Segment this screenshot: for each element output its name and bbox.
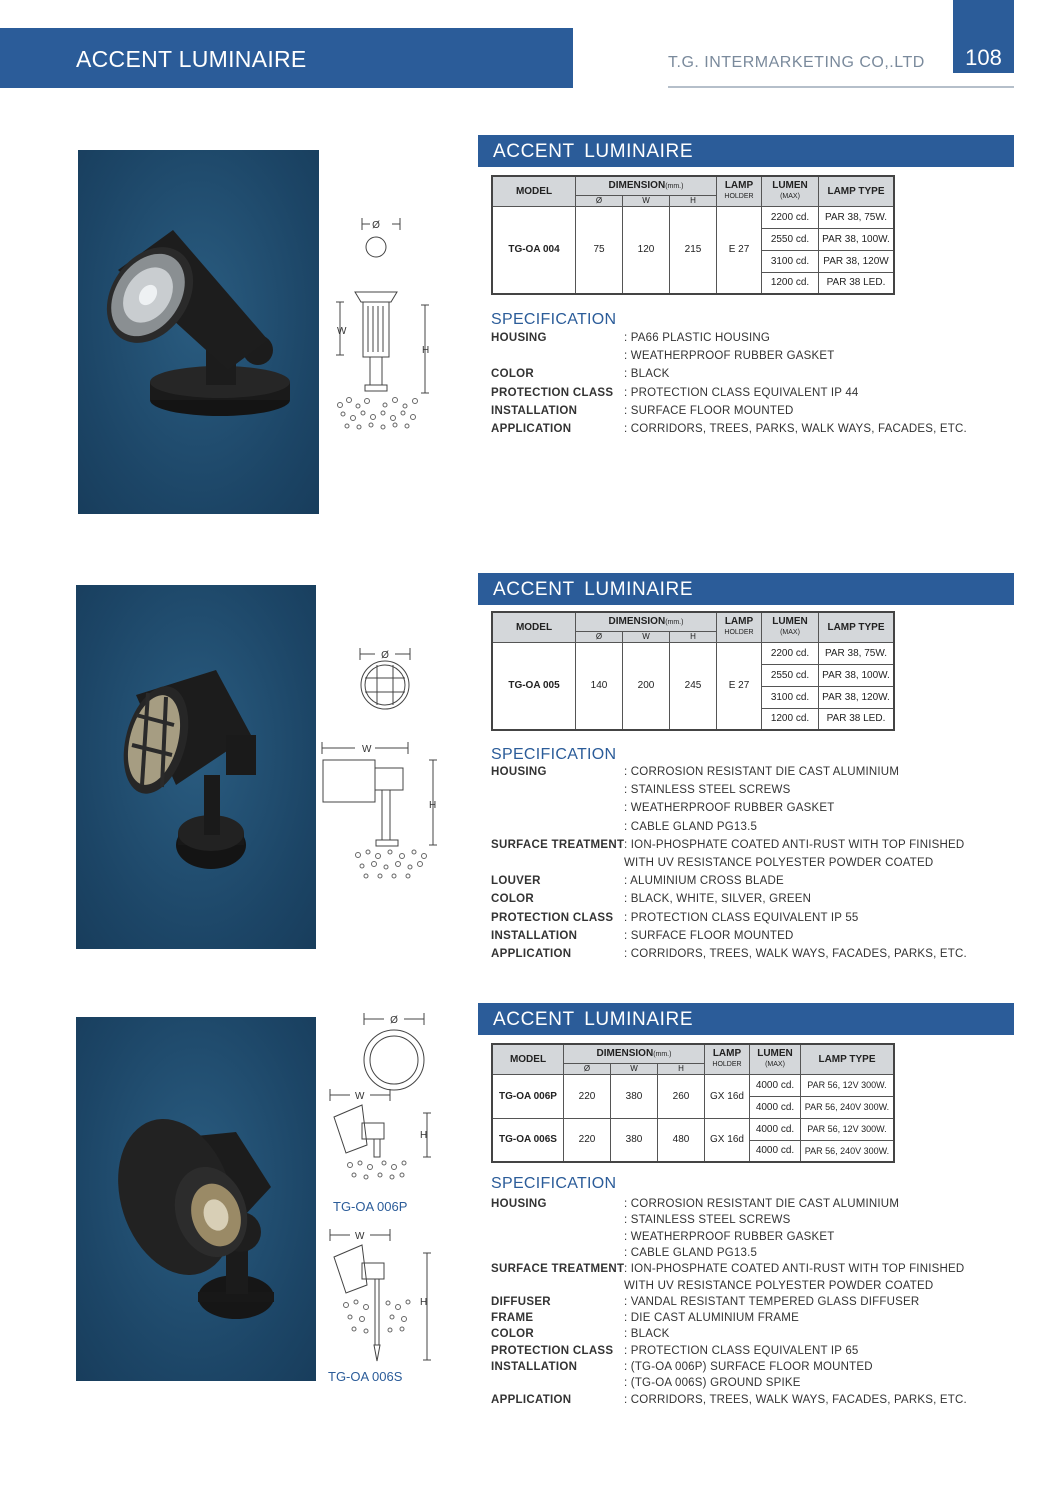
page-title: ACCENT LUMINAIRE (76, 46, 307, 72)
h-label: H (420, 1297, 428, 1308)
spec-value: : CORRIDORS, TREES, PARKS, WALK WAYS, FACADES, ETC. (624, 423, 967, 435)
lamp-type-cell: PAR 38, 75W. (819, 642, 895, 664)
col-lamp-holder: LAMP HOLDER (717, 612, 762, 642)
col-model: MODEL (492, 1044, 564, 1074)
lamp-type-cell: PAR 38, 75W. (819, 206, 895, 228)
holder-cell: GX 16d (705, 1118, 750, 1162)
specification-title: SPECIFICATION (491, 746, 617, 763)
section-header (478, 1003, 1014, 1035)
spec-value: : SURFACE FLOOR MOUNTED (624, 404, 794, 417)
spec-label: DIFFUSER (491, 1295, 551, 1308)
col-model: MODEL (492, 176, 576, 206)
col-dia: Ø (576, 631, 623, 642)
holder-cell: E 27 (717, 642, 762, 730)
w-label: W (355, 1231, 365, 1242)
h-cell: 480 (658, 1118, 705, 1162)
spec-label: COLOR (491, 368, 535, 381)
spec-label: HOUSING (491, 332, 547, 344)
section-title: ACCENT LUMINAIRE (493, 141, 694, 162)
spec-value: : WEATHERPROOF RUBBER GASKET (624, 802, 835, 815)
page-number: 108 (965, 45, 1002, 70)
dia-label: Ø (372, 220, 380, 231)
col-dimension: DIMENSION(mm.) (576, 612, 717, 631)
holder-cell: GX 16d (705, 1074, 750, 1118)
lamp-type-cell: PAR 56, 12V 300W. (801, 1074, 895, 1096)
title-banner (0, 28, 573, 88)
spec-value: : CORROSION RESISTANT DIE CAST ALUMINIUM (624, 766, 900, 778)
product-photo-tg-oa-005 (76, 585, 316, 949)
col-dimension: DIMENSION(mm.) (576, 176, 717, 195)
col-dimension: DIMENSION(mm.) (564, 1044, 705, 1063)
spec-value: : CABLE GLAND PG13.5 (624, 820, 758, 833)
h-cell: 215 (670, 206, 717, 294)
col-h: H (670, 195, 717, 206)
lumen-cell: 3100 cd. (762, 250, 819, 272)
dia-label: Ø (381, 650, 389, 661)
h-label: H (420, 1130, 428, 1141)
spotlight-image (76, 1017, 316, 1381)
w-cell: 380 (611, 1074, 658, 1118)
lumen-cell: 3100 cd. (762, 686, 819, 708)
spec-value: WITH UV RESISTANCE POLYESTER POWDER COATED (624, 1279, 934, 1292)
spec-value: : CORRIDORS, TREES, WALK WAYS, FACADES, PARKS, ETC. (624, 948, 967, 960)
col-lumen: LUMEN (MAX) (750, 1044, 801, 1074)
holder-cell: E 27 (717, 206, 762, 294)
lumen-cell: 2200 cd. (762, 206, 819, 228)
spec-label: APPLICATION (491, 423, 572, 435)
spec-value: : WEATHERPROOF RUBBER GASKET (624, 350, 835, 363)
specification-title: SPECIFICATION (491, 1175, 617, 1192)
spec-label: PROTECTION CLASS (491, 911, 614, 924)
col-lumen: LUMEN (MAX) (762, 176, 819, 206)
spec-label: INSTALLATION (491, 1361, 578, 1373)
spec-label: HOUSING (491, 1198, 547, 1210)
spec-value: : PROTECTION CLASS EQUIVALENT IP 44 (624, 386, 859, 399)
spotlight-image (78, 150, 319, 514)
dia-cell: 75 (576, 206, 623, 294)
spec-label: APPLICATION (491, 1393, 572, 1406)
spec-value: : BLACK (624, 368, 670, 381)
w-cell: 120 (623, 206, 670, 294)
specification-title: SPECIFICATION (491, 311, 617, 328)
spotlight-image (76, 585, 316, 949)
col-lamp-type: LAMP TYPE (819, 176, 895, 206)
dimension-diagram-tg-oa-005 (320, 640, 445, 890)
lumen-cell: 2200 cd. (762, 642, 819, 664)
model-cell: TG-OA 004 (492, 206, 576, 294)
spec-value: : CABLE GLAND PG13.5 (624, 1246, 758, 1259)
company-name: T.G. INTERMARKETING CO,.LTD (668, 54, 925, 71)
product-photo-tg-oa-006 (76, 1017, 316, 1381)
dia-cell: 220 (564, 1118, 611, 1162)
spec-value: WITH UV RESISTANCE POLYESTER POWDER COATED (624, 857, 934, 869)
section-header (478, 135, 1014, 167)
spec-value: : (TG-OA 006P) SURFACE FLOOR MOUNTED (624, 1361, 873, 1373)
dimension-diagram-tg-oa-004 (325, 210, 445, 440)
spec-label: INSTALLATION (491, 929, 578, 942)
lumen-cell: 4000 cd. (750, 1074, 801, 1096)
spec-value: : VANDAL RESISTANT TEMPERED GLASS DIFFUSER (624, 1295, 920, 1308)
spec-value: : STAINLESS STEEL SCREWS (624, 1214, 791, 1227)
lamp-type-cell: PAR 38, 120W (819, 250, 895, 272)
col-h: H (658, 1063, 705, 1074)
section-title: ACCENT LUMINAIRE (493, 1009, 694, 1030)
col-w: W (611, 1063, 658, 1074)
w-label: W (362, 744, 372, 755)
diagram-caption-006s: TG-OA 006S (328, 1369, 403, 1384)
w-cell: 380 (611, 1118, 658, 1162)
lamp-type-cell: PAR 38, 100W. (819, 664, 895, 686)
col-lamp-type: LAMP TYPE (819, 612, 895, 642)
diagram-caption-006p: TG-OA 006P (333, 1199, 408, 1214)
spec-value: : STAINLESS STEEL SCREWS (624, 784, 791, 797)
spec-value: : (TG-OA 006S) GROUND SPIKE (624, 1377, 801, 1390)
col-lamp-type: LAMP TYPE (801, 1044, 895, 1074)
spec-value: : PROTECTION CLASS EQUIVALENT IP 55 (624, 911, 859, 924)
lumen-cell: 2550 cd. (762, 228, 819, 250)
spec-table-tg-oa-004 (491, 175, 895, 295)
col-lumen: LUMEN (MAX) (762, 612, 819, 642)
col-w: W (623, 195, 670, 206)
lamp-type-cell: PAR 38, 120W. (819, 686, 895, 708)
col-dia: Ø (576, 195, 623, 206)
spec-label: PROTECTION CLASS (491, 386, 614, 399)
spec-label: COLOR (491, 1328, 535, 1341)
spec-label: PROTECTION CLASS (491, 1344, 614, 1357)
w-label: W (337, 326, 347, 337)
lamp-type-cell: PAR 56, 240V 300W. (801, 1096, 895, 1118)
lumen-cell: 1200 cd. (762, 708, 819, 730)
h-cell: 245 (670, 642, 717, 730)
spec-label: LOUVER (491, 875, 541, 888)
spec-table-tg-oa-005 (491, 611, 895, 731)
col-lamp-holder: LAMP HOLDER (717, 176, 762, 206)
spec-value: : CORRIDORS, TREES, WALK WAYS, FACADES, PARKS, ETC. (624, 1393, 967, 1406)
h-label: H (422, 345, 430, 356)
lamp-type-cell: PAR 38 LED. (819, 272, 895, 294)
spec-value: : BLACK (624, 1328, 670, 1341)
h-cell: 260 (658, 1074, 705, 1118)
dia-label: Ø (390, 1015, 398, 1026)
model-cell: TG-OA 006P (492, 1074, 564, 1118)
section-title: ACCENT LUMINAIRE (493, 579, 694, 600)
spec-value: : ION-PHOSPHATE COATED ANTI-RUST WITH TOP FINISHED (624, 1263, 965, 1276)
spec-label: HOUSING (491, 766, 547, 778)
spec-value: : PROTECTION CLASS EQUIVALENT IP 65 (624, 1344, 859, 1357)
col-dia: Ø (564, 1063, 611, 1074)
model-cell: TG-OA 006S (492, 1118, 564, 1162)
dimension-diagram-tg-oa-006 (322, 1005, 447, 1390)
lamp-type-cell: PAR 56, 240V 300W. (801, 1140, 895, 1162)
dia-cell: 140 (576, 642, 623, 730)
section-header (478, 573, 1014, 605)
w-label: W (355, 1091, 365, 1102)
lamp-type-cell: PAR 56, 12V 300W. (801, 1118, 895, 1140)
model-cell: TG-OA 005 (492, 642, 576, 730)
spec-value: : PA66 PLASTIC HOUSING (624, 332, 771, 344)
spec-label: COLOR (491, 893, 535, 906)
lumen-cell: 2550 cd. (762, 664, 819, 686)
h-label: H (429, 800, 437, 811)
w-cell: 200 (623, 642, 670, 730)
spec-value: : ALUMINIUM CROSS BLADE (624, 875, 784, 888)
spec-value: : BLACK, WHITE, SILVER, GREEN (624, 893, 812, 906)
lumen-cell: 1200 cd. (762, 272, 819, 294)
col-lamp-holder: LAMP HOLDER (705, 1044, 750, 1074)
product-photo-tg-oa-004 (78, 150, 319, 514)
spec-value: : DIE CAST ALUMINIUM FRAME (624, 1312, 799, 1325)
lamp-type-cell: PAR 38, 100W. (819, 228, 895, 250)
spec-label: INSTALLATION (491, 404, 578, 417)
dia-cell: 220 (564, 1074, 611, 1118)
spec-table-tg-oa-006 (491, 1043, 895, 1163)
col-model: MODEL (492, 612, 576, 642)
col-h: H (670, 631, 717, 642)
page-number-tab (953, 0, 1014, 73)
spec-label: SURFACE TREATMENT (491, 838, 625, 851)
divider (668, 86, 1014, 88)
lumen-cell: 4000 cd. (750, 1118, 801, 1140)
lumen-cell: 4000 cd. (750, 1140, 801, 1162)
spec-value: : SURFACE FLOOR MOUNTED (624, 929, 794, 942)
spec-value: : CORROSION RESISTANT DIE CAST ALUMINIUM (624, 1198, 900, 1210)
lumen-cell: 4000 cd. (750, 1096, 801, 1118)
spec-value: : ION-PHOSPHATE COATED ANTI-RUST WITH TOP FINISHED (624, 838, 965, 851)
spec-label: APPLICATION (491, 948, 572, 960)
spec-label: FRAME (491, 1312, 534, 1325)
spec-value: : WEATHERPROOF RUBBER GASKET (624, 1230, 835, 1243)
lamp-type-cell: PAR 38 LED. (819, 708, 895, 730)
spec-label: SURFACE TREATMENT (491, 1263, 625, 1276)
col-w: W (623, 631, 670, 642)
